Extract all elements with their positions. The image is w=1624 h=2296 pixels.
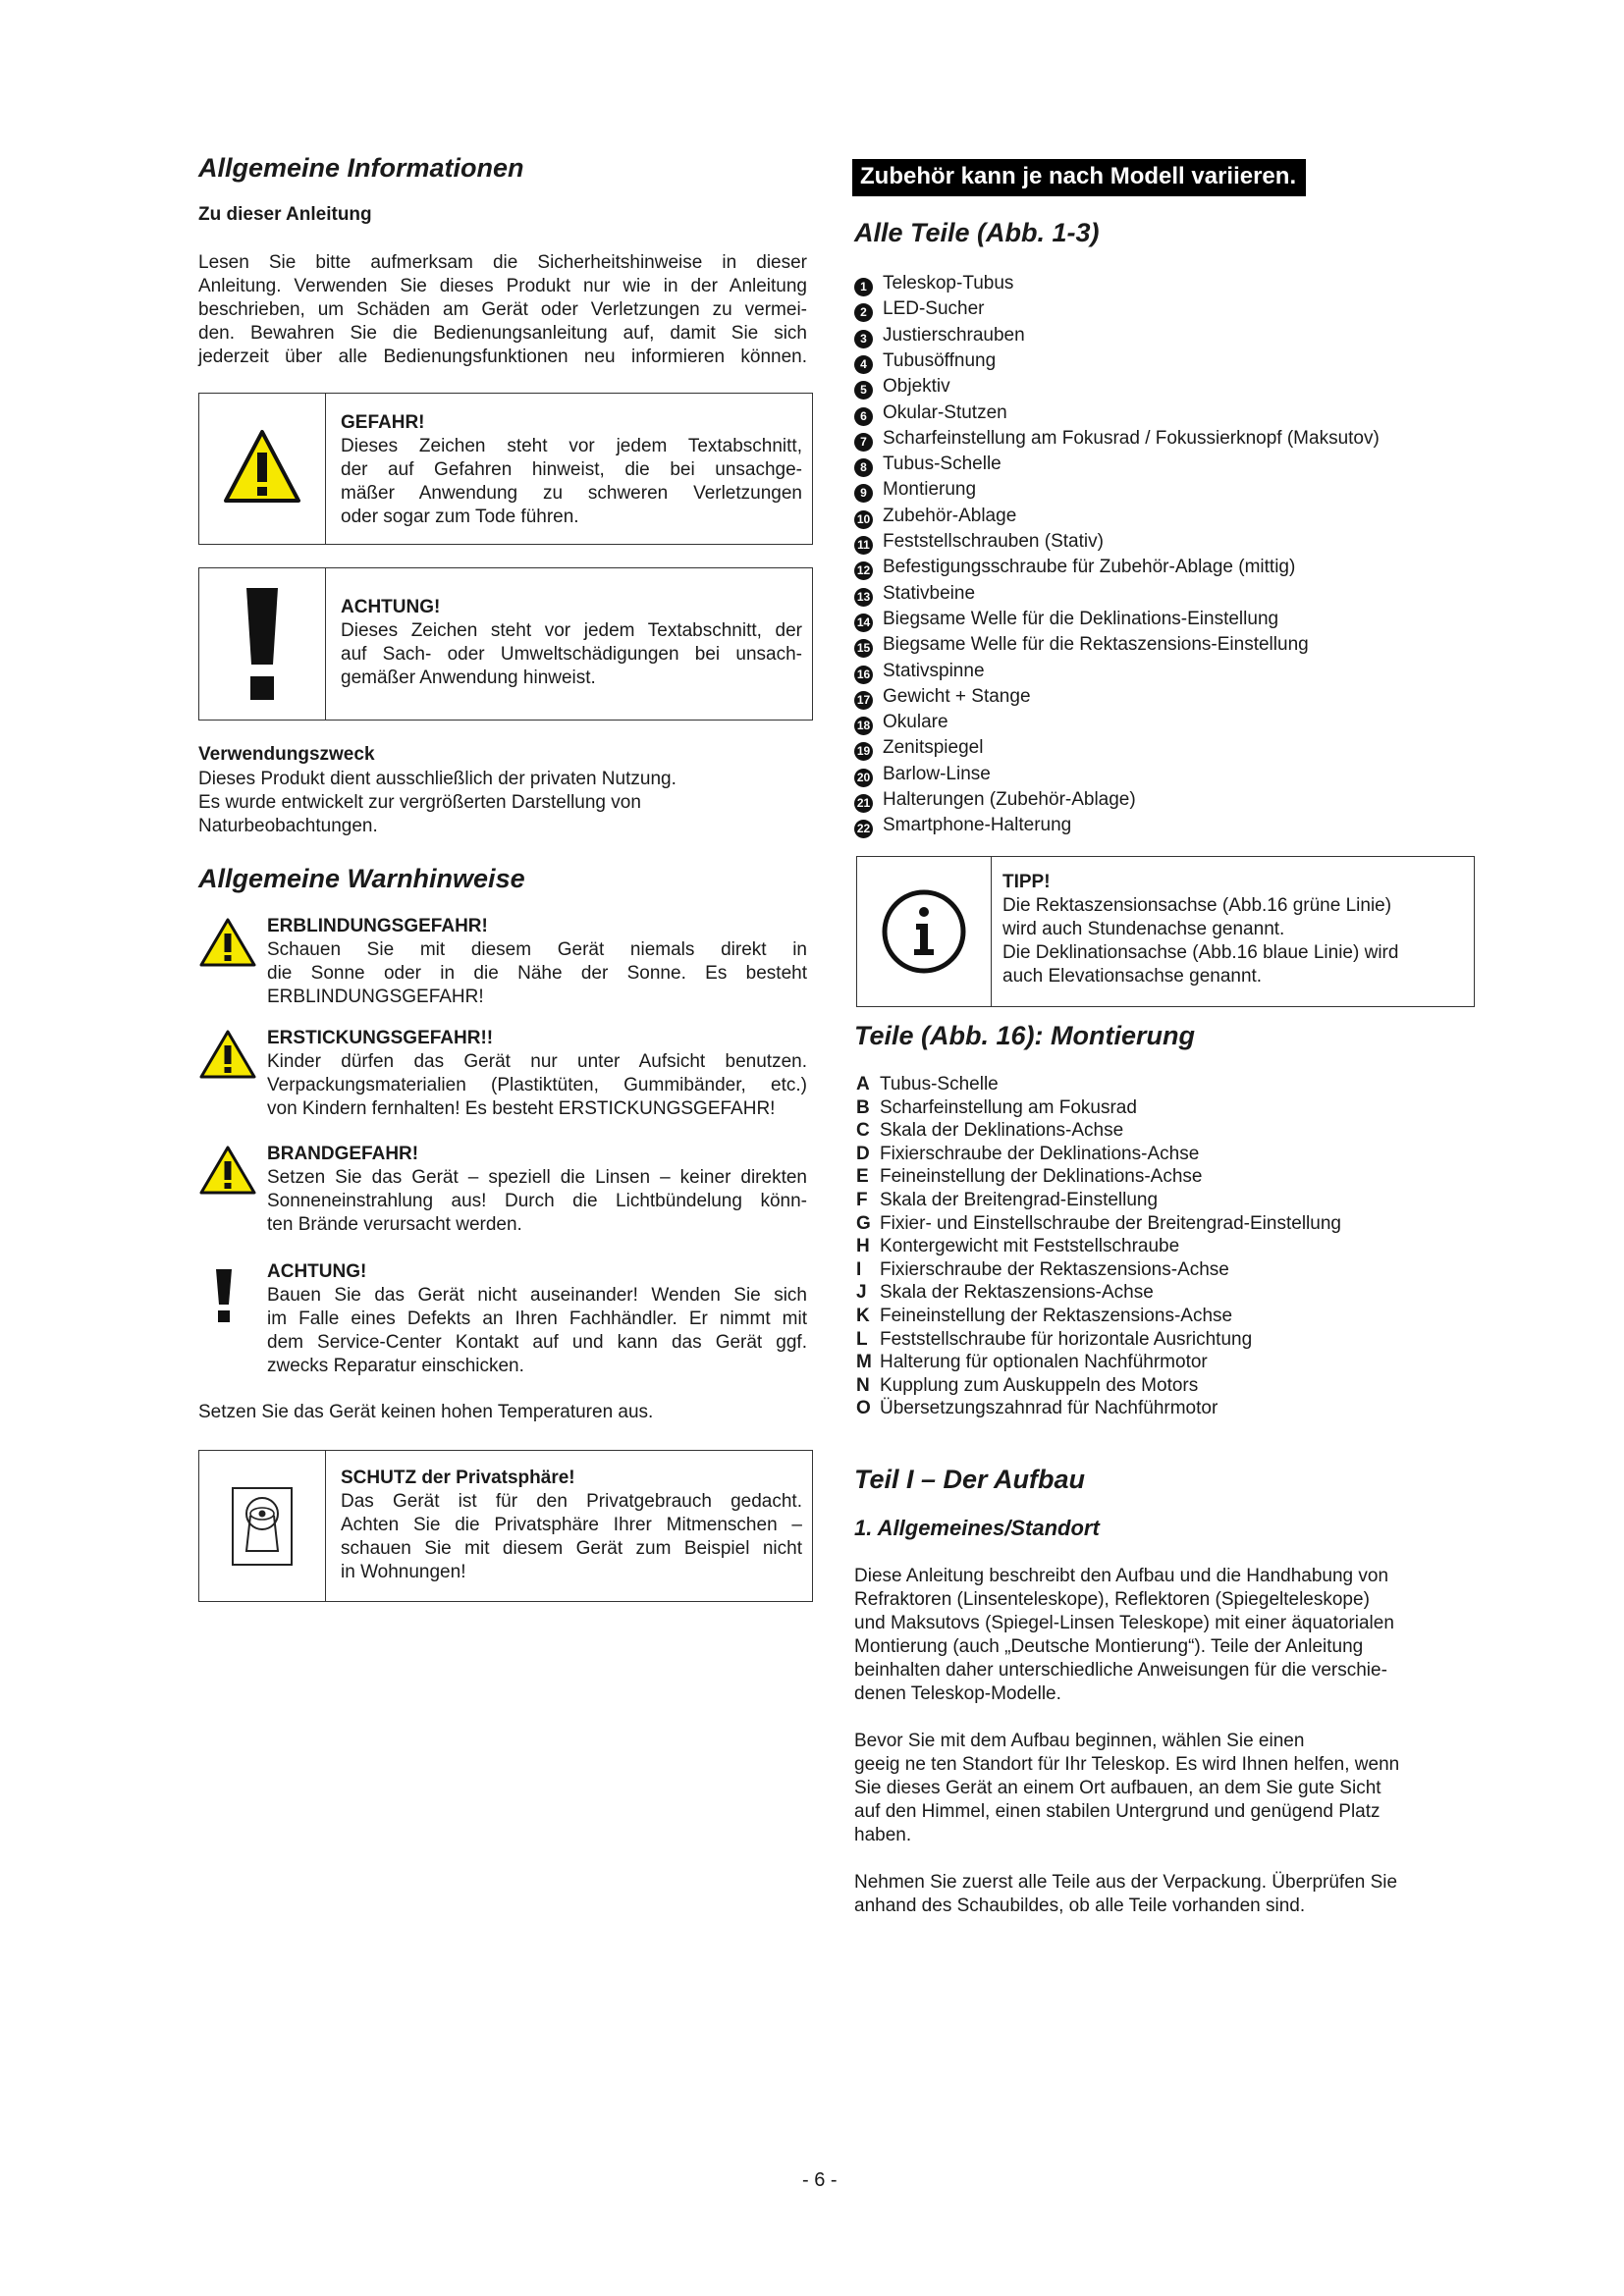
text-line: Refraktoren (Linsenteleskope), Reflektoren (Spiegelteleskope) — [854, 1589, 1370, 1610]
general-info-title: Allgemeine Informationen — [198, 153, 524, 183]
part-label: Biegsame Welle für die Deklinations-Einstellung — [883, 608, 1279, 629]
text-line: Verpackungsmaterialien (Plastiktüten, Gummibänder, etc.) — [267, 1075, 807, 1095]
warnings-title: Allgemeine Warnhinweise — [198, 864, 525, 893]
text-line: gemäßer Anwendung hinweist. — [341, 667, 596, 688]
mount-part-label: Tubus-Schelle — [880, 1074, 999, 1095]
text-line: die Sonne oder in die Nähe der Sonne. Es besteht — [267, 963, 807, 984]
part-label: LED-Sucher — [883, 298, 985, 320]
mount-part-letter: M — [856, 1352, 872, 1373]
warning-title: ERSTICKUNGSGEFAHR!! — [267, 1028, 494, 1048]
text-line: schauen Sie mit diesem Gerät zum Beispiel nicht — [341, 1538, 802, 1559]
part-number-badge: 6 — [854, 407, 873, 426]
part-item — [854, 506, 1016, 531]
text-line: Dieses Zeichen steht vor jedem Textabschnitt, — [341, 436, 802, 456]
part-label: Smartphone-Halterung — [883, 815, 1072, 836]
tip-icon-cell — [857, 857, 992, 1006]
warning-blindness — [198, 915, 807, 1009]
text-line: Setzen Sie das Gerät – speziell die Linsen – keiner direkten — [267, 1167, 807, 1188]
warning-text — [267, 1260, 807, 1378]
part-item — [854, 686, 1031, 712]
tip-text — [1002, 871, 1464, 988]
mount-part-label: Halterung für optionalen Nachführmotor — [880, 1352, 1208, 1373]
part-number-badge: 5 — [854, 381, 873, 400]
privacy-title: SCHUTZ der Privatsphäre! — [341, 1468, 575, 1488]
part-item — [854, 712, 948, 737]
text-line: auf Sach- oder Umweltschädigungen bei unsach- — [341, 644, 802, 665]
location-paragraph — [854, 1730, 1473, 1847]
text-line: ten Brände verursacht werden. — [267, 1214, 522, 1235]
text-line: Die Rektaszensionsachse (Abb.16 grüne Linie) — [1002, 895, 1392, 916]
part-label: Zenitspiegel — [883, 737, 984, 759]
warning-triangle-icon — [198, 1029, 257, 1080]
text-line: den. Bewahren Sie die Bedienungsanleitung auf, damit Sie sich — [198, 323, 807, 344]
text-line: Kinder dürfen das Gerät nur unter Aufsicht benutzen. — [267, 1051, 807, 1072]
mount-part-letter: D — [856, 1143, 870, 1164]
part-label: Okular-Stutzen — [883, 401, 1007, 423]
mount-part-item — [856, 1120, 1123, 1146]
part-label: Tubus-Schelle — [883, 454, 1001, 475]
part-item — [854, 454, 1001, 479]
part-label: Feststellschrauben (Stativ) — [883, 531, 1104, 552]
part-number-badge: 7 — [854, 433, 873, 452]
mount-part-letter: A — [856, 1074, 870, 1095]
mount-part-label: Kontergewicht mit Feststellschraube — [880, 1236, 1180, 1257]
text-line: Naturbeobachtungen. — [198, 816, 378, 836]
part-item — [854, 583, 975, 609]
part-number-badge: 22 — [854, 820, 873, 838]
unpack-paragraph — [854, 1871, 1473, 1918]
part-label: Teleskop-Tubus — [883, 273, 1014, 294]
text-line: ERBLINDUNGSGEFAHR! — [267, 987, 484, 1007]
text-line: Diese Anleitung beschreibt den Aufbau und die Handhabung von — [854, 1566, 1389, 1586]
general-location-title: 1. Allgemeines/Standort — [854, 1516, 1100, 1540]
danger-box — [198, 393, 813, 545]
mount-part-letter: H — [856, 1236, 870, 1257]
part-item — [854, 531, 1104, 557]
text-line: haben. — [854, 1825, 912, 1845]
danger-icon-cell — [199, 394, 326, 544]
warning-title: ACHTUNG! — [267, 1261, 367, 1282]
mount-part-label: Feststellschraube für horizontale Ausrichtung — [880, 1328, 1253, 1350]
part-number-badge: 2 — [854, 303, 873, 322]
text-line: Bauen Sie das Gerät nicht auseinander! Wenden Sie sich — [267, 1285, 807, 1306]
part-number-badge: 15 — [854, 639, 873, 658]
mount-part-item — [856, 1236, 1179, 1261]
attention-icon-cell — [199, 568, 326, 720]
text-line: Nehmen Sie zuerst alle Teile aus der Verpackung. Überprüfen Sie — [854, 1872, 1398, 1893]
part-label: Befestigungsschraube für Zubehör-Ablage (mittig) — [883, 557, 1296, 578]
part-item — [854, 634, 1309, 660]
mount-part-label: Skala der Breitengrad-Einstellung — [880, 1190, 1159, 1210]
purpose-heading: Verwendungszweck — [198, 744, 375, 765]
text-line: beinhalten daher unterschiedliche Anweisungen für die verschie- — [854, 1660, 1387, 1681]
part-number-badge: 4 — [854, 355, 873, 374]
warning-fire — [198, 1143, 807, 1237]
mount-part-letter: K — [856, 1306, 870, 1326]
mount-part-letter: N — [856, 1374, 870, 1396]
part-item — [854, 737, 983, 763]
text-line: jederzeit über alle Bedienungsfunktionen neu informieren können. — [198, 347, 807, 367]
part-number-badge: 3 — [854, 330, 873, 348]
mount-part-item — [856, 1144, 1199, 1169]
warning-title: ERBLINDUNGSGEFAHR! — [267, 916, 488, 936]
exclamation-icon — [243, 586, 282, 704]
text-line: in Wohnungen! — [341, 1562, 466, 1582]
mount-part-item — [856, 1375, 1198, 1401]
part-number-badge: 12 — [854, 561, 873, 580]
part-label: Justierschrauben — [883, 324, 1025, 346]
mount-part-letter: F — [856, 1190, 868, 1210]
text-line: auch Elevationsachse genannt. — [1002, 966, 1263, 987]
part-item — [854, 325, 1025, 350]
text-line: wird auch Stundenachse genannt. — [1002, 919, 1285, 939]
text-line: im Falle eines Defekts an Ihren Fachhändler. Er nimmt mit — [267, 1308, 807, 1329]
part-label: Barlow-Linse — [883, 763, 991, 784]
part-item — [854, 376, 950, 401]
text-line: Es wurde entwickelt zur vergrößerten Darstellung von — [198, 792, 641, 813]
privacy-box — [198, 1450, 813, 1602]
mount-part-letter: O — [856, 1398, 871, 1419]
exclamation-icon — [214, 1268, 234, 1323]
mount-part-letter: L — [856, 1328, 868, 1350]
text-line: Sonneneinstrahlung aus! Durch die Lichtbündelung könn- — [267, 1191, 807, 1211]
temperature-note: Setzen Sie das Gerät keinen hohen Temperaturen aus. — [198, 1402, 654, 1422]
part1-title: Teil I – Der Aufbau — [854, 1465, 1086, 1494]
mount-part-letter: I — [856, 1258, 862, 1280]
part-item — [854, 350, 996, 376]
text-line: zwecks Reparatur einschicken. — [267, 1356, 524, 1376]
text-line: Das Gerät ist für den Privatgebrauch gedacht. — [341, 1491, 802, 1512]
mount-parts-title: Teile (Abb. 16): Montierung — [854, 1021, 1195, 1050]
text-line: von Kindern fernhalten! Es besteht ERSTICKUNGSGEFAHR! — [267, 1098, 776, 1119]
privacy-icon-cell — [199, 1451, 326, 1601]
text-line: der auf Gefahren hinweist, die bei unsachge- — [341, 459, 802, 480]
mount-part-item — [856, 1190, 1158, 1215]
warning-text — [267, 915, 807, 1009]
part-label: Stativspinne — [883, 660, 985, 681]
mount-part-label: Kupplung zum Auskuppeln des Motors — [880, 1374, 1199, 1396]
mount-part-item — [856, 1306, 1232, 1331]
about-manual-text — [198, 251, 807, 369]
part-label: Gewicht + Stange — [883, 685, 1031, 707]
part-number-badge: 20 — [854, 769, 873, 787]
part-label: Scharfeinstellung am Fokusrad / Fokussierknopf (Maksutov) — [883, 427, 1380, 449]
mount-part-label: Feineinstellung der Rektaszensions-Achse — [880, 1306, 1233, 1326]
part-item — [854, 273, 1013, 298]
part-number-badge: 9 — [854, 484, 873, 503]
part-number-badge: 14 — [854, 614, 873, 632]
attention-text — [341, 596, 802, 690]
text-line: Bevor Sie mit dem Aufbau beginnen, wählen Sie einen — [854, 1731, 1305, 1751]
attention-title: ACHTUNG! — [341, 597, 441, 617]
part-label: Montierung — [883, 479, 977, 501]
text-line: denen Teleskop-Modelle. — [854, 1683, 1061, 1704]
warning-text — [267, 1027, 807, 1121]
text-line: oder sogar zum Tode führen. — [341, 507, 579, 527]
mount-part-letter: J — [856, 1282, 867, 1304]
page-number: - 6 - — [802, 2169, 838, 2191]
part-number-badge: 17 — [854, 691, 873, 710]
part-item — [854, 815, 1071, 840]
part-item — [854, 609, 1278, 634]
part-label: Zubehör-Ablage — [883, 505, 1017, 526]
part-label: Halterungen (Zubehör-Ablage) — [883, 789, 1136, 810]
text-line: Die Deklinationsachse (Abb.16 blaue Linie) wird — [1002, 942, 1399, 963]
text-line: dem Service-Center Kontakt auf und kann das Gerät ggf. — [267, 1332, 807, 1353]
mount-part-label: Scharfeinstellung am Fokusrad — [880, 1096, 1137, 1118]
attention-box — [198, 567, 813, 721]
text-line: auf den Himmel, einen stabilen Untergrund und genügend Platz — [854, 1801, 1380, 1822]
mount-part-item — [856, 1259, 1229, 1285]
warning-attention — [198, 1260, 807, 1378]
purpose-text — [198, 768, 807, 838]
text-line: mäßer Anwendung zu schweren Verletzungen — [341, 483, 802, 504]
text-line: geeig ne ten Standort für Ihr Teleskop. Es wird Ihnen helfen, wenn — [854, 1754, 1400, 1775]
mount-part-item — [856, 1398, 1218, 1423]
warning-triangle-icon — [223, 429, 301, 504]
text-line: Schauen Sie mit diesem Gerät niemals direkt in — [267, 939, 807, 960]
mount-part-label: Skala der Deklinations-Achse — [880, 1120, 1124, 1142]
part-item — [854, 557, 1295, 582]
mount-part-item — [856, 1282, 1154, 1308]
part-label: Okulare — [883, 712, 948, 733]
all-parts-title: Alle Teile (Abb. 1-3) — [854, 218, 1100, 247]
mount-part-item — [856, 1097, 1137, 1123]
intro-paragraph — [854, 1565, 1463, 1706]
part-item — [854, 479, 976, 505]
part-item — [854, 789, 1136, 815]
part-number-badge: 1 — [854, 278, 873, 296]
text-line: Achten Sie die Privatsphäre Ihrer Mitmenschen – — [341, 1515, 802, 1535]
mount-part-label: Feineinstellung der Deklinations-Achse — [880, 1166, 1203, 1188]
mount-part-label: Fixierschraube der Deklinations-Achse — [880, 1143, 1200, 1164]
warning-suffocation — [198, 1027, 807, 1121]
mount-part-item — [856, 1352, 1208, 1377]
part-number-badge: 19 — [854, 742, 873, 761]
mount-part-label: Fixier- und Einstellschraube der Breitengrad-Einstellung — [880, 1212, 1341, 1234]
part-number-badge: 13 — [854, 588, 873, 607]
info-icon — [879, 886, 969, 977]
text-line: Dieses Zeichen steht vor jedem Textabschnitt, der — [341, 620, 802, 641]
text-line: beschrieben, um Schäden am Gerät oder Verletzungen zu vermei- — [198, 299, 807, 320]
part-label: Objektiv — [883, 376, 950, 398]
mount-part-label: Fixierschraube der Rektaszensions-Achse — [880, 1258, 1229, 1280]
warning-text — [267, 1143, 807, 1237]
part-number-badge: 18 — [854, 717, 873, 735]
accessory-banner: Zubehör kann je nach Modell variieren. — [852, 159, 1306, 196]
mount-part-item — [856, 1213, 1341, 1239]
part-number-badge: 10 — [854, 510, 873, 529]
text-line: und Maksutovs (Spiegel-Linsen Teleskope) mit einer äquatorialen — [854, 1613, 1394, 1633]
danger-title: GEFAHR! — [341, 412, 425, 433]
warning-triangle-icon — [198, 1145, 257, 1196]
mount-part-label: Skala der Rektaszensions-Achse — [880, 1282, 1154, 1304]
text-line: Lesen Sie bitte aufmerksam die Sicherheitshinweise in dieser — [198, 252, 807, 273]
mount-part-item — [856, 1329, 1252, 1355]
part-number-badge: 16 — [854, 666, 873, 684]
mount-part-letter: C — [856, 1120, 870, 1142]
part-item — [854, 428, 1380, 454]
warning-triangle-icon — [198, 917, 257, 968]
warning-title: BRANDGEFAHR! — [267, 1144, 419, 1164]
about-manual-heading: Zu dieser Anleitung — [198, 204, 372, 225]
part-item — [854, 298, 985, 324]
text-line: Sie dieses Gerät an einem Ort aufbauen, an dem Sie gute Sicht — [854, 1778, 1381, 1798]
part-item — [854, 661, 985, 686]
keyhole-eye-icon — [231, 1486, 294, 1567]
part-number-badge: 21 — [854, 794, 873, 813]
tip-box — [856, 856, 1475, 1007]
danger-text — [341, 411, 802, 529]
mount-part-item — [856, 1074, 999, 1099]
part-item — [854, 402, 1007, 428]
mount-part-letter: E — [856, 1166, 869, 1188]
part-label: Biegsame Welle für die Rektaszensions-Einstellung — [883, 634, 1309, 656]
mount-part-letter: G — [856, 1212, 871, 1234]
part-label: Stativbeine — [883, 582, 976, 604]
mount-part-letter: B — [856, 1096, 870, 1118]
mount-part-label: Übersetzungszahnrad für Nachführmotor — [880, 1398, 1218, 1419]
part-number-badge: 11 — [854, 536, 873, 555]
privacy-text — [341, 1467, 802, 1584]
part-label: Tubusöffnung — [883, 349, 997, 371]
mount-part-item — [856, 1166, 1202, 1192]
text-line: anhand des Schaubildes, ob alle Teile vorhanden sind. — [854, 1896, 1306, 1916]
part-number-badge: 8 — [854, 458, 873, 477]
text-line: Montierung (auch „Deutsche Montierung“). Teile der Anleitung — [854, 1636, 1364, 1657]
tip-title: TIPP! — [1002, 872, 1051, 892]
text-line: Dieses Produkt dient ausschließlich der privaten Nutzung. — [198, 769, 677, 789]
text-line: Anleitung. Verwenden Sie dieses Produkt nur wie in der Anleitung — [198, 276, 807, 296]
part-item — [854, 764, 991, 789]
